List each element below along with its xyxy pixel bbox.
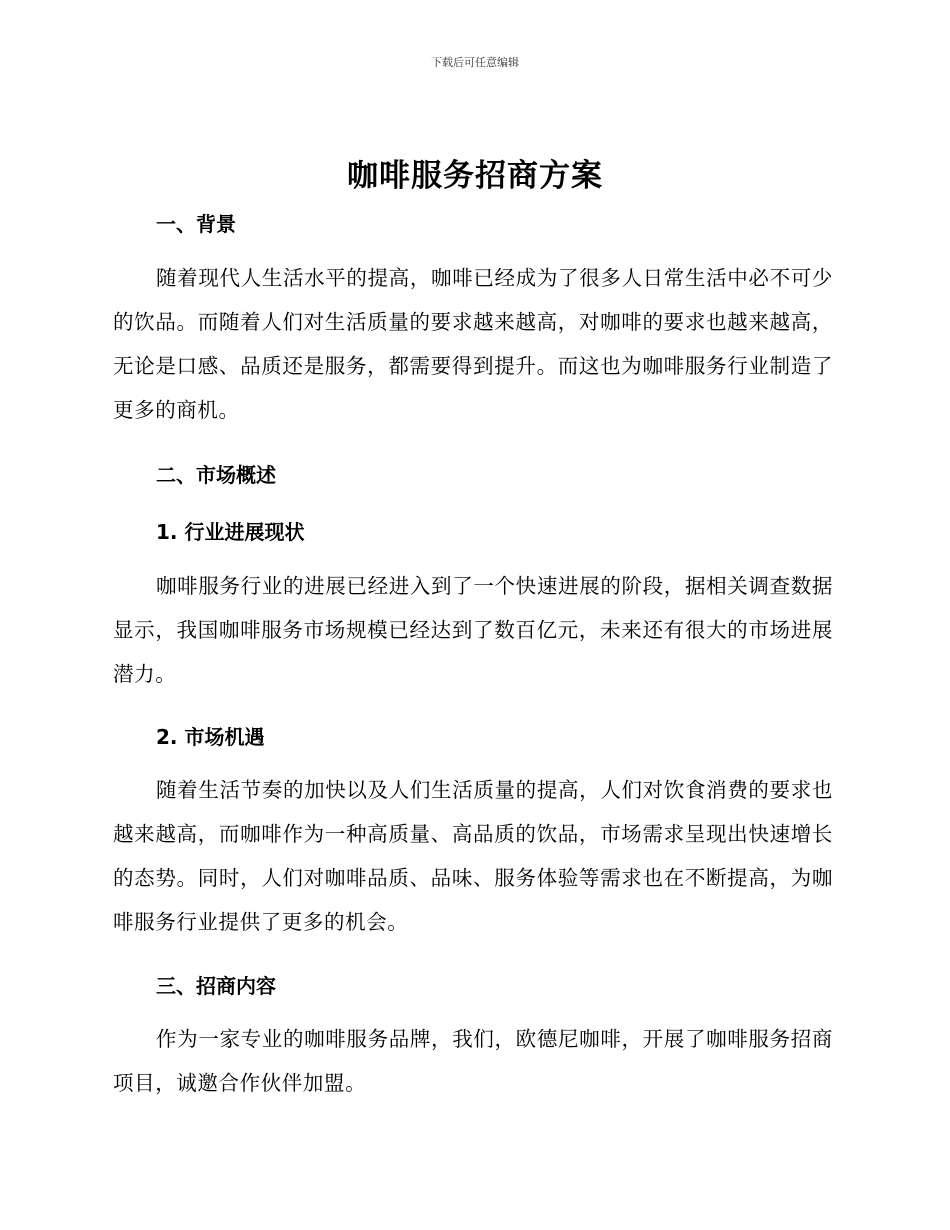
paragraph-industry-status: 咖啡服务行业的进展已经进入到了一个快速进展的阶段，据相关调查数据显示，我国咖啡服务市场规模已经达到了数百亿元，未来还有很大的市场进展潜力。: [113, 574, 833, 686]
subheading-market-opportunity: 2. 市场机遇: [156, 725, 265, 749]
document-title: 咖啡服务招商方案: [347, 158, 603, 194]
paragraph-background: 随着现代人生活水平的提高，咖啡已经成为了很多人日常生活中必不可少的饮品。而随着人们对生活质量的要求越来越高，对咖啡的要求也越来越高，无论是口感、品质还是服务，都需要得到提升。而这也为咖啡服务行业制造了更多的商机。: [113, 266, 833, 422]
paragraph-market-opportunity: 随着生活节奏的加快以及人们生活质量的提高，人们对饮食消费的要求也越来越高，而咖啡作为一种高质量、高品质的饮品，市场需求呈现出快速增长的态势。同时，人们对咖啡品质、品味、服务体验等需求也在不断提高，为咖啡服务行业提供了更多的机会。: [113, 778, 833, 934]
subheading-industry-status: 1. 行业进展现状: [156, 520, 305, 544]
section-heading-investment: 三、招商内容: [156, 974, 276, 998]
section-heading-background: 一、背景: [156, 212, 236, 236]
section-heading-market: 二、市场概述: [156, 463, 276, 487]
paragraph-investment: 作为一家专业的咖啡服务品牌，我们，欧德尼咖啡，开展了咖啡服务招商项目，诚邀合作伙伴加盟。: [113, 1027, 833, 1095]
header-note: 下载后可任意编辑: [431, 56, 519, 69]
